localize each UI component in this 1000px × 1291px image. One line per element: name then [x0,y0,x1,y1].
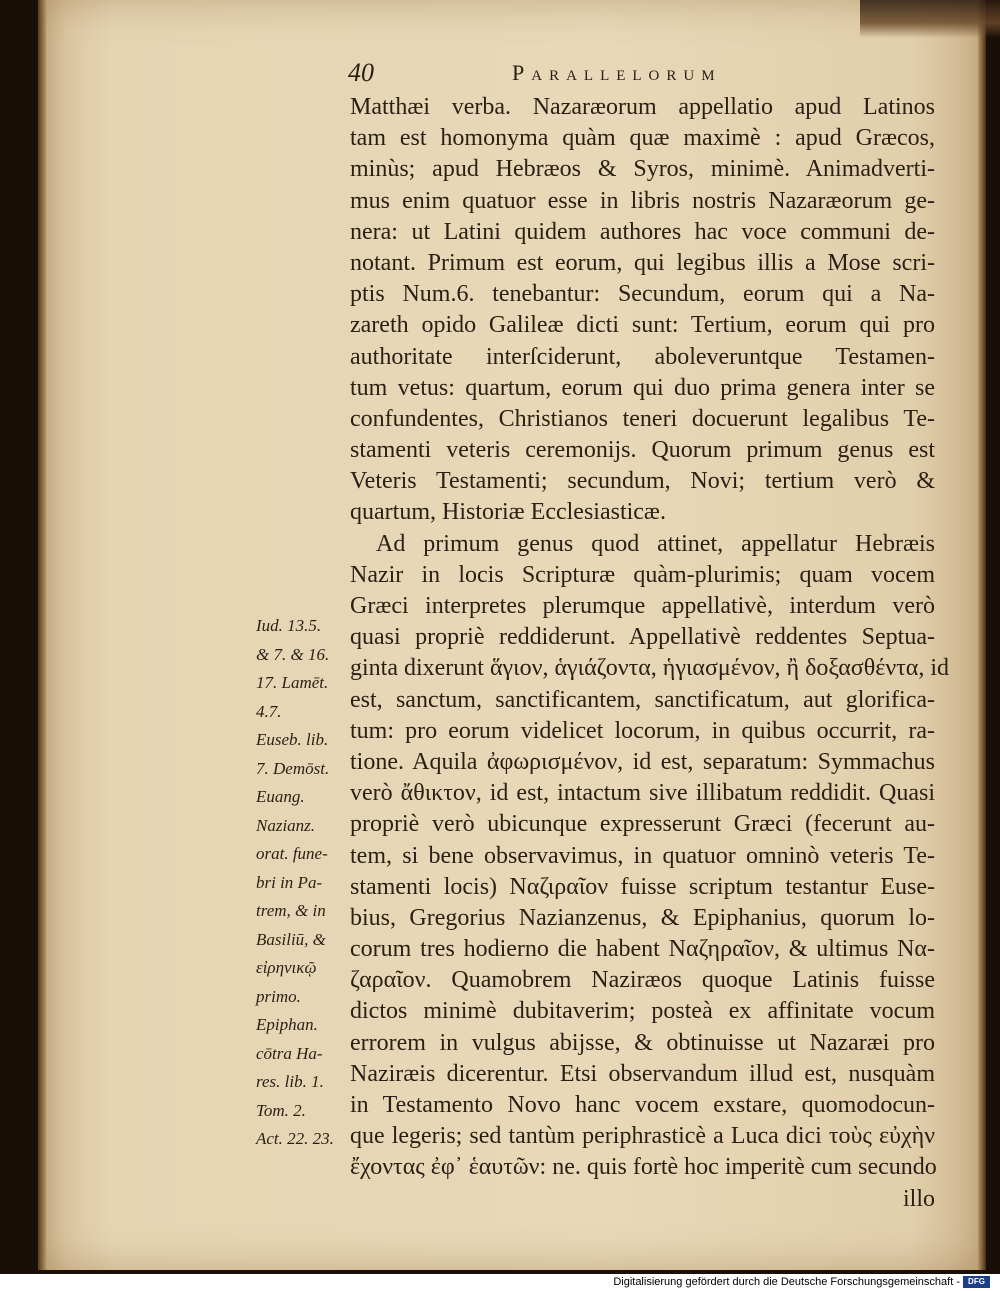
text-line: ginta dixerunt ἅγιον, ἁγιάζοντα, ἡγιασμένον, ἢ δοξασθέντα, id [350,655,950,682]
margin-note-line: εἰρηνικῷ [256,958,317,977]
text-line: bius, Gregorius Nazianzenus, & Epiphanius, quorum lo- [350,904,935,931]
text-line: tam est homonyma quàm quæ maximè : apud Græcos, [350,125,935,152]
margin-note-line: cōtra Ha- [256,1043,323,1063]
margin-note-line: 7. Demōst. [256,758,330,778]
text-line: nera: ut Latini quidem authores hac voce communi de- [350,218,935,245]
margin-notes [256,612,348,1154]
page-right-edge [978,0,986,1270]
text-line: dictos minimè dubitaverim; posteà ex affinitate vocum [350,998,935,1025]
text-line: Matthæi verba. Nazaræorum appellatio apud Latinos [350,94,935,120]
margin-note-line: trem, & in [256,901,326,920]
margin-note-line: 17. Lamēt. [256,673,329,692]
page-header [0,58,1000,92]
page-left-edge [38,0,46,1270]
text-line: tum: pro eorum videlicet locorum, in quibus occurrit, ra- [350,717,935,744]
running-head: Parallelorum [512,60,722,85]
text-line: authoritate interſciderunt, aboleveruntque Testamen- [350,343,935,370]
margin-note-line: Basiliū, & [256,929,326,949]
margin-note-line: Nazianz. [256,815,316,835]
paragraph-start-line: Ad primum genus quod attinet, appellatur Hebræis [376,530,935,557]
funding-credit: Digitalisierung gefördert durch die Deutsche Forschungsgemeinschaft - [613,1276,960,1288]
text-line: que legeris; sed tantùm periphrasticè a Luca dici τοὺς εὐχὴν [350,1123,935,1150]
text-line: corum tres hodierno die habent Ναζηραῖον, & ultimus Να- [350,936,935,963]
margin-note-line: Euang. [256,787,305,806]
margin-note-line: bri in Pa- [256,872,323,892]
text-line: tione. Aquila ἀφωρισμένον, id est, separatum: Symmachus [350,748,935,775]
margin-note-line: Euseb. lib. [256,730,329,749]
text-line: zareth opido Galileæ dicti sunt: Tertium, eorum qui pro [350,312,935,339]
margin-note-line: & 7. & 16. [256,644,330,664]
text-line: tem, si bene observavimus, in quatuor omninò veteris Te- [350,842,935,869]
text-line: est, sanctum, sanctificantem, sanctificatum, aut glorifica- [350,686,935,713]
margin-note-line: primo. [256,986,301,1006]
margin-note-line: Iud. 13.5. [256,616,322,635]
dfg-logo: DFG [963,1276,990,1288]
text-line: stamenti veteris ceremonijs. Quorum primum genus est [350,437,935,464]
margin-note-line: 4.7. [256,701,282,721]
body-text [350,92,950,1215]
text-line: ζαραῖον. Quamobrem Naziræos quoque Latinis fuisse [350,967,935,994]
text-line: quartum, Historiæ Ecclesiasticæ. [350,499,666,526]
text-line: errorem in vulgus abijsse, & obtinuisse ut Nazaræi pro [350,1029,935,1056]
text-line: confundentes, Christianos teneri docuerunt legalibus Te- [350,405,935,432]
text-line: notant. Primum est eorum, qui legibus illis a Mose scri- [350,249,935,276]
text-line: Naziræis dicerentur. Etsi observandum illud est, nusquàm [350,1060,935,1087]
text-line: verò ἄθικτον, id est, intactum sive illibatum reddidit. Quasi [350,780,935,807]
text-line: stamenti locis) Ναζιραῖον fuisse scriptum testantur Euse- [350,873,935,900]
margin-note-line: Act. 22. 23. [256,1129,334,1148]
digitization-footer [0,1274,1000,1291]
text-line: tum vetus: quartum, eorum qui duo prima genera inter se [350,374,935,401]
catchword: illo [902,1185,935,1212]
torn-corner [860,0,1000,38]
margin-note-line: Epiphan. [256,1015,318,1034]
text-line: minùs; apud Hebræos & Syros, minimè. Animadverti- [350,156,935,183]
page-number: 40 [348,58,374,87]
text-line: Nazir in locis Scripturæ quàm-plurimis; quam vocem [350,561,935,588]
text-line: quasi propriè reddiderunt. Appellativè reddentes Septua- [350,624,935,651]
text-line: Græci interpretes plerumque appellativè, interdum verò [350,593,935,619]
text-line: ptis Num.6. tenebantur: Secundum, eorum qui a Na- [350,281,935,308]
text-line: Veteris Testamenti; secundum, Novi; tertium verò & [350,468,935,495]
margin-note-line: res. lib. 1. [256,1072,324,1091]
text-line: ἔχοντας ἐφ᾽ ἑαυτῶν: ne. quis fortè hoc imperitè cum secundo [350,1154,937,1181]
margin-note-line: orat. fune- [256,844,328,863]
text-line: in Testamento Novo hanc vocem exstare, quomodocun- [350,1092,935,1118]
text-line: mus enim quatuor esse in libris nostris Nazaræorum ge- [350,187,935,214]
margin-note-line: Tom. 2. [256,1100,306,1120]
text-line: propriè verò ubicunque expresserunt Græci (fecerunt au- [350,811,935,838]
